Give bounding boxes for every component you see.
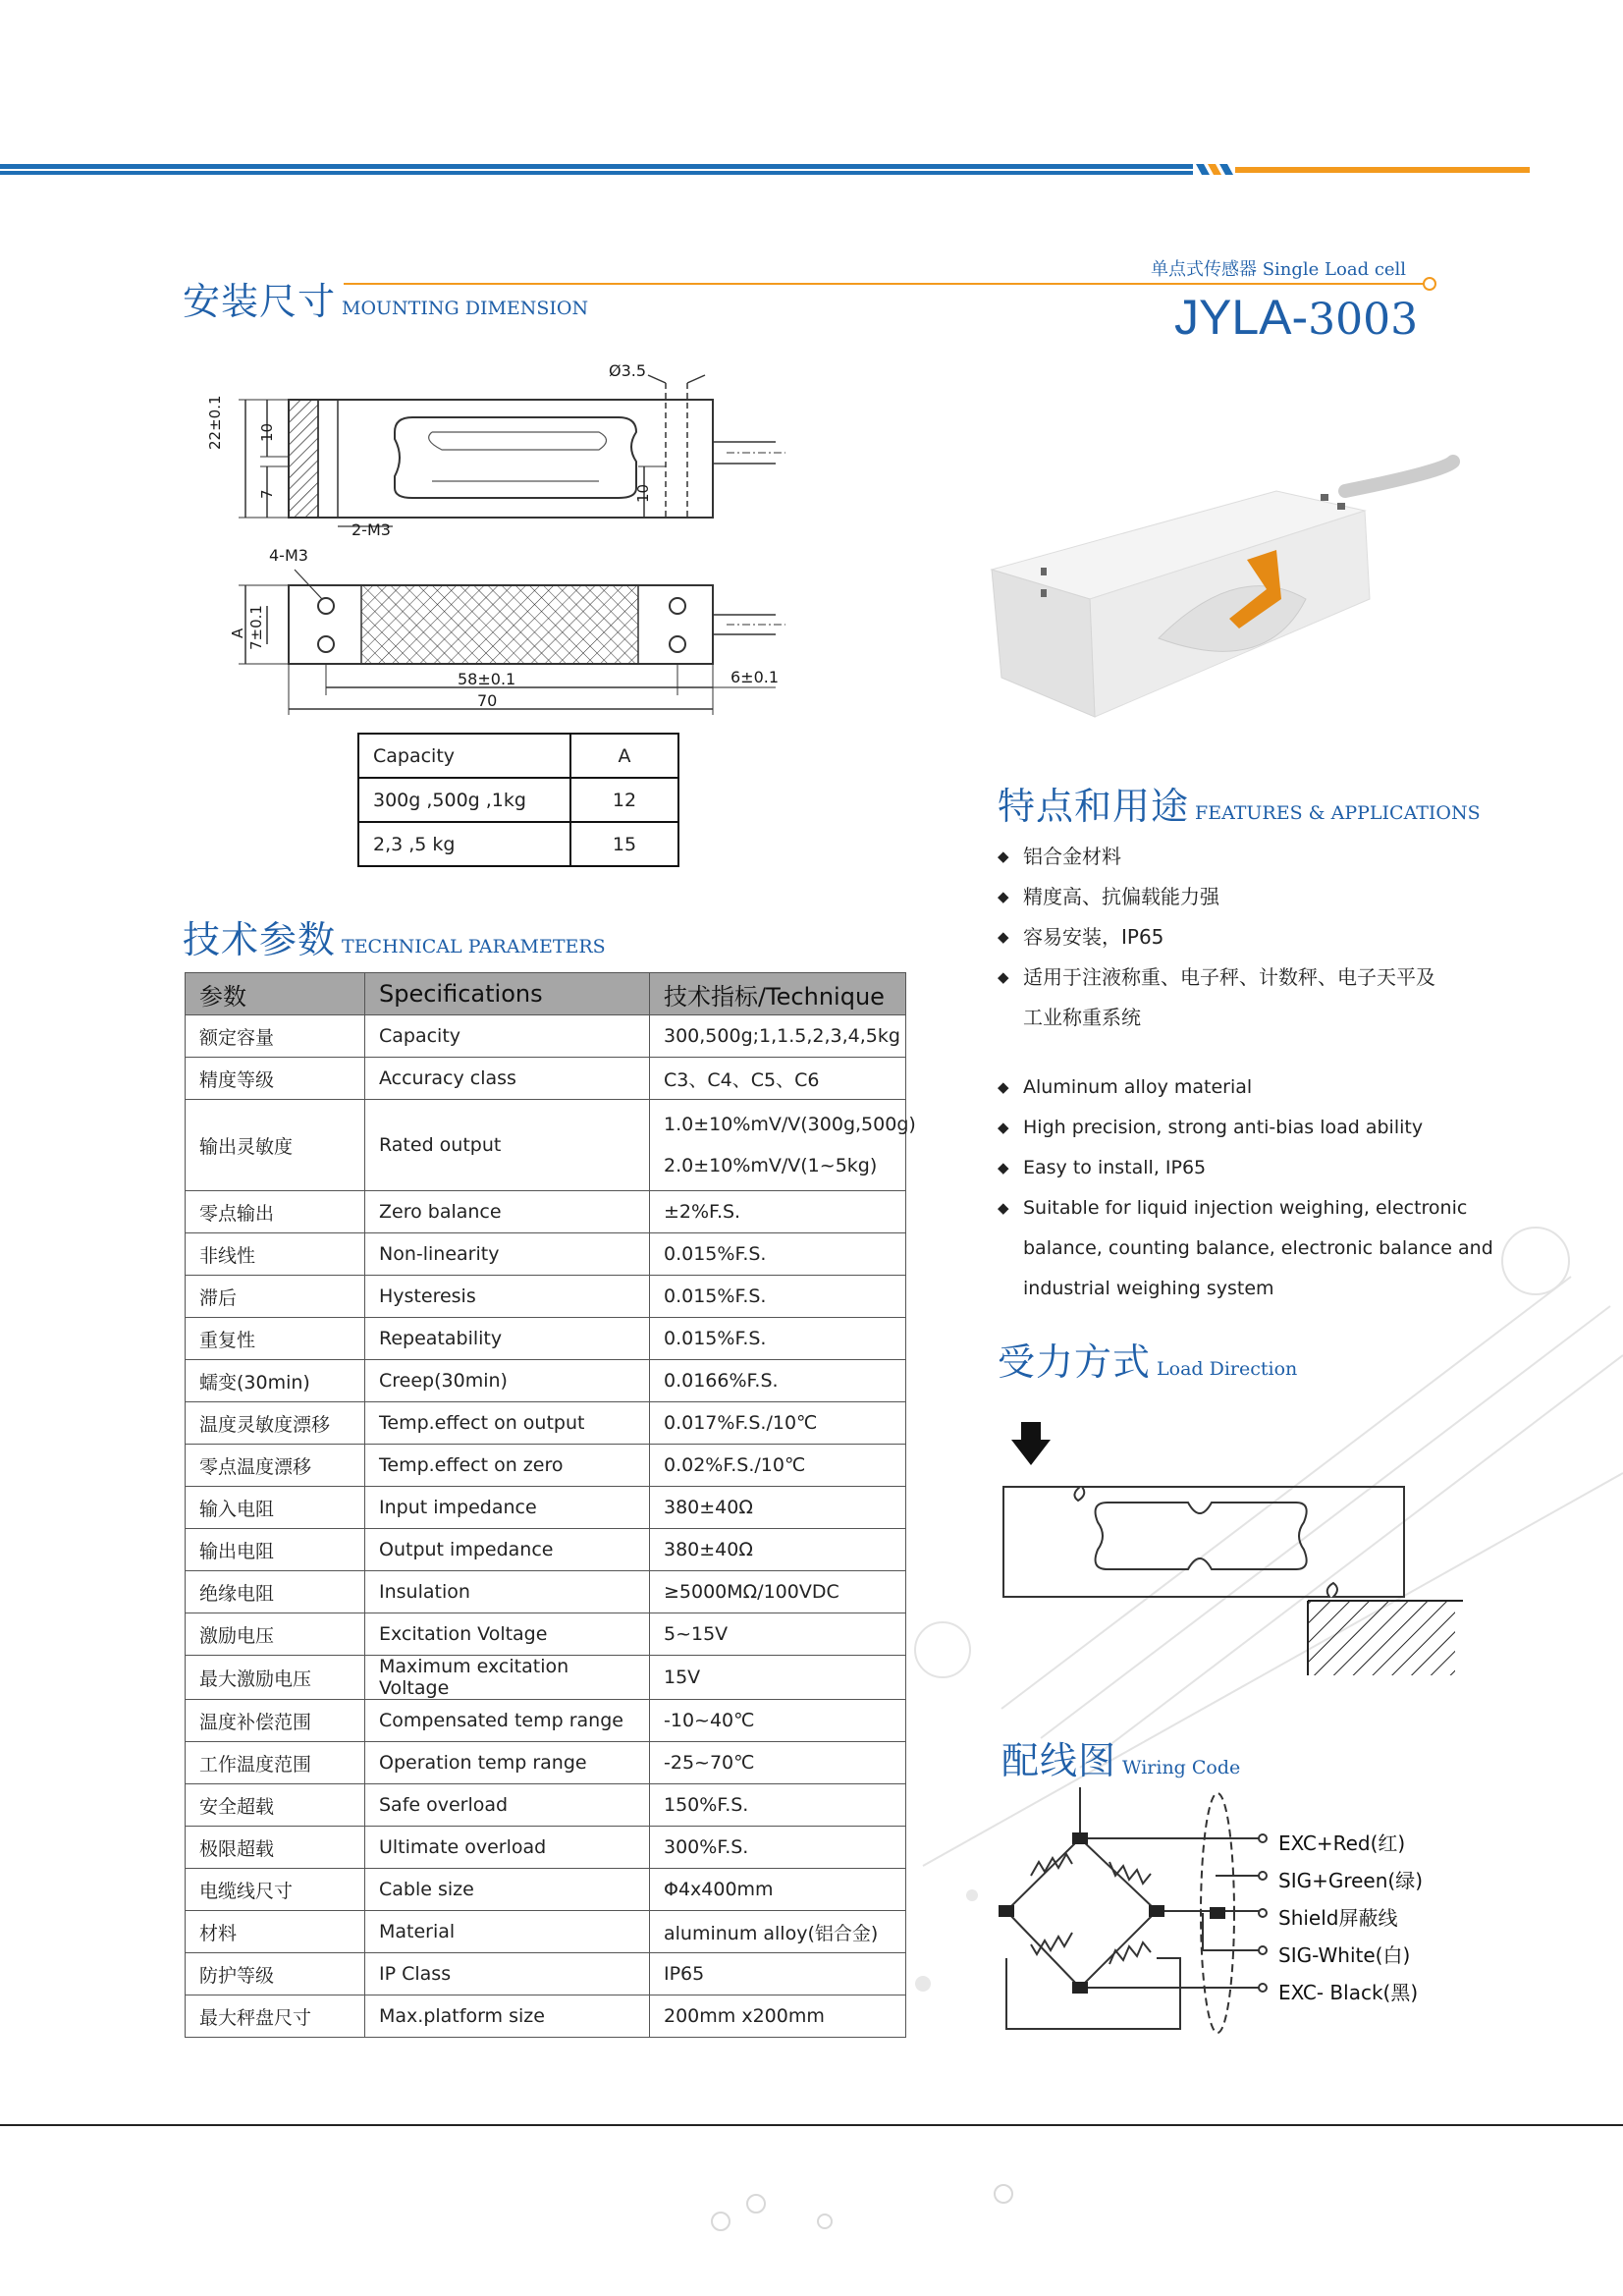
- footer-decoration: [687, 2170, 1041, 2239]
- param-zh-cell: 重复性: [186, 1318, 365, 1360]
- bullet-icon: ◆: [998, 1119, 1009, 1136]
- table-row: [186, 1360, 906, 1402]
- param-zh-cell: 绝缘电阻: [186, 1571, 365, 1613]
- spec-en-cell: Zero balance: [365, 1191, 650, 1233]
- table-row: [186, 1233, 906, 1276]
- value-cell: 300%F.S.: [650, 1827, 906, 1869]
- dim-hole-dia: Ø3.5: [609, 361, 647, 380]
- dim-6: 6±0.1: [730, 668, 780, 686]
- feature-text: 铝合金材料: [1023, 845, 1121, 868]
- wire-label-sig-plus: SIG+Green(绿): [1278, 1869, 1424, 1892]
- bullet-icon: ◆: [998, 968, 1009, 986]
- feature-text: balance, counting balance, electronic balance and: [1023, 1237, 1493, 1259]
- load-title-en: Load Direction: [1157, 1358, 1298, 1380]
- wire-label-exc-minus: EXC- Black(黑): [1278, 1981, 1419, 2004]
- wiring-title: [1001, 1730, 1240, 1784]
- table-row: [186, 1953, 906, 1995]
- param-zh-cell: 精度等级: [186, 1058, 365, 1100]
- mounting-title: [183, 271, 588, 325]
- table-row: [186, 1445, 906, 1487]
- spec-en-cell: Excitation Voltage: [365, 1613, 650, 1656]
- param-zh-cell: 材料: [186, 1911, 365, 1953]
- param-zh-cell: 零点温度漂移: [186, 1445, 365, 1487]
- spec-en-cell: Max.platform size: [365, 1995, 650, 2038]
- dim-7w: 7±0.1: [247, 605, 265, 650]
- spec-header: Specifications: [365, 973, 650, 1015]
- features-title-en: FEATURES & APPLICATIONS: [1195, 802, 1481, 824]
- value-cell: 380±40Ω: [650, 1529, 906, 1571]
- table-row: [186, 1911, 906, 1953]
- dim-2m3: 2-M3: [352, 520, 391, 539]
- technical-table: [185, 972, 916, 2038]
- value-cell: [650, 1100, 916, 1191]
- spec-en-cell: Hysteresis: [365, 1276, 650, 1318]
- dim-70: 70: [477, 691, 498, 710]
- feature-text: 容易安装，IP65: [1023, 925, 1164, 949]
- product-photo: [982, 452, 1473, 727]
- value-cell: 0.015%F.S.: [650, 1276, 906, 1318]
- value-cell: 0.015%F.S.: [650, 1318, 906, 1360]
- value-cell: 300,500g;1,1.5,2,3,4,5kg: [650, 1015, 906, 1058]
- table-row: [186, 1613, 906, 1656]
- spec-en-cell: Creep(30min): [365, 1360, 650, 1402]
- spec-en-cell: Accuracy class: [365, 1058, 650, 1100]
- capacity-header-row: [358, 734, 678, 778]
- table-row: [186, 1529, 906, 1571]
- table-row: [186, 1869, 906, 1911]
- mounting-title-zh: 安装尺寸: [183, 280, 337, 323]
- spec-en-cell: Non-linearity: [365, 1233, 650, 1276]
- feature-text: Aluminum alloy material: [1023, 1076, 1253, 1098]
- param-zh-cell: 输出电阻: [186, 1529, 365, 1571]
- dim-10b: 10: [634, 483, 652, 503]
- spec-en-cell: Material: [365, 1911, 650, 1953]
- table-row: [186, 1318, 906, 1360]
- param-zh-cell: 安全超载: [186, 1784, 365, 1827]
- spec-en-cell: Output impedance: [365, 1529, 650, 1571]
- param-zh-cell: 蠕变(30min): [186, 1360, 365, 1402]
- feature-text: 适用于注液称重、电子秤、计数秤、电子天平及: [1023, 965, 1435, 989]
- bullet-icon: ◆: [998, 928, 1009, 946]
- a-cell: 12: [570, 778, 678, 822]
- table-row: [186, 1742, 906, 1784]
- spec-en-cell: Safe overload: [365, 1784, 650, 1827]
- model-prefix: JYLA-: [1174, 290, 1309, 345]
- value-cell: 380±40Ω: [650, 1487, 906, 1529]
- param-zh-cell: 防护等级: [186, 1953, 365, 1995]
- spec-en-cell: Maximum excitation Voltage: [365, 1656, 650, 1700]
- wire-label-exc-plus: EXC+Red(红): [1278, 1831, 1406, 1855]
- spec-en-cell: Input impedance: [365, 1487, 650, 1529]
- spec-en-cell: Rated output: [365, 1100, 650, 1191]
- features-title: [998, 776, 1481, 830]
- load-title-zh: 受力方式: [998, 1340, 1152, 1384]
- capacity-table: [357, 733, 679, 867]
- param-zh-cell: 最大激励电压: [186, 1656, 365, 1700]
- value-cell: 200mm x200mm: [650, 1995, 906, 2038]
- table-row: [186, 1784, 906, 1827]
- feature-text: Easy to install, IP65: [1023, 1157, 1207, 1178]
- dim-22: 22±0.1: [206, 395, 224, 450]
- model-number: 3003: [1308, 295, 1419, 345]
- wiring-diagram: [992, 1787, 1286, 2043]
- footer-divider: [0, 2124, 1623, 2126]
- dim-4m3: 4-M3: [269, 546, 308, 565]
- spec-en-cell: Compensated temp range: [365, 1700, 650, 1742]
- capacity-header: Capacity: [358, 734, 570, 778]
- capacity-row: [358, 822, 678, 866]
- feature-text: Suitable for liquid injection weighing, electronic: [1023, 1197, 1468, 1219]
- feature-text: industrial weighing system: [1023, 1278, 1274, 1299]
- wire-label-shield: Shield屏蔽线: [1278, 1906, 1398, 1930]
- spec-en-cell: Temp.effect on zero: [365, 1445, 650, 1487]
- value-cell: 0.015%F.S.: [650, 1233, 906, 1276]
- table-row: [186, 1191, 906, 1233]
- a-cell: 15: [570, 822, 678, 866]
- table-row: [186, 1276, 906, 1318]
- value-cell: 5~15V: [650, 1613, 906, 1656]
- param-zh-cell: 输入电阻: [186, 1487, 365, 1529]
- value-cell: 150%F.S.: [650, 1784, 906, 1827]
- value-cell: 0.017%F.S./10℃: [650, 1402, 906, 1445]
- spec-en-cell: Ultimate overload: [365, 1827, 650, 1869]
- mounting-drawing: [226, 354, 815, 717]
- feature-text: 工业称重系统: [1023, 1006, 1141, 1029]
- param-zh-cell: 滞后: [186, 1276, 365, 1318]
- load-direction-diagram: [992, 1414, 1483, 1679]
- value-cell: 0.02%F.S./10℃: [650, 1445, 906, 1487]
- dim-a: A: [229, 628, 246, 638]
- value-cell: 15V: [650, 1656, 906, 1700]
- wiring-title-zh: 配线图: [1001, 1739, 1117, 1782]
- feature-item: [998, 998, 1435, 1038]
- spec-en-cell: Temp.effect on output: [365, 1402, 650, 1445]
- table-row: [186, 1700, 906, 1742]
- table-row: [186, 1058, 906, 1100]
- value-cell: 0.0166%F.S.: [650, 1360, 906, 1402]
- value-cell: C3、C4、C5、C6: [650, 1058, 906, 1100]
- capacity-cell: 2,3 ,5 kg: [358, 822, 570, 866]
- feature-item: [998, 837, 1435, 877]
- param-zh-cell: 零点输出: [186, 1191, 365, 1233]
- param-zh-cell: 激励电压: [186, 1613, 365, 1656]
- header-stripes: [0, 157, 1623, 187]
- table-row: [186, 1995, 906, 2038]
- dim-7: 7: [258, 489, 276, 499]
- feature-text: 精度高、抗偏载能力强: [1023, 885, 1219, 908]
- table-row: [186, 1571, 906, 1613]
- value-cell: ≥5000MΩ/100VDC: [650, 1571, 906, 1613]
- spec-en-cell: Repeatability: [365, 1318, 650, 1360]
- value-line: 2.0±10%mV/V(1~5kg): [664, 1155, 878, 1176]
- capacity-cell: 300g ,500g ,1kg: [358, 778, 570, 822]
- bullet-icon: ◆: [998, 888, 1009, 905]
- param-zh-cell: 电缆线尺寸: [186, 1869, 365, 1911]
- table-row: [186, 1487, 906, 1529]
- feature-item: [998, 917, 1435, 957]
- spec-en-cell: IP Class: [365, 1953, 650, 1995]
- param-zh-cell: 极限超载: [186, 1827, 365, 1869]
- value-line: 1.0±10%mV/V(300g,500g): [664, 1114, 916, 1135]
- feature-text: High precision, strong anti-bias load ability: [1023, 1117, 1424, 1138]
- table-row: [186, 1656, 906, 1700]
- value-cell: aluminum alloy(铝合金): [650, 1911, 906, 1953]
- table-row: [186, 1827, 906, 1869]
- param-zh-cell: 输出灵敏度: [186, 1100, 365, 1191]
- capacity-row: [358, 778, 678, 822]
- table-row: [186, 1100, 906, 1191]
- technical-title-zh: 技术参数: [183, 918, 337, 961]
- bullet-icon: ◆: [998, 1078, 1009, 1096]
- value-cell: -25~70℃: [650, 1742, 906, 1784]
- bullet-icon: ◆: [998, 1159, 1009, 1176]
- feature-item: [998, 877, 1435, 917]
- spec-en-cell: Cable size: [365, 1869, 650, 1911]
- bullet-icon: ◆: [998, 1199, 1009, 1217]
- wiring-title-en: Wiring Code: [1122, 1757, 1241, 1778]
- dim-10a: 10: [258, 422, 276, 442]
- mounting-title-en: MOUNTING DIMENSION: [342, 298, 589, 319]
- features-zh-list: [998, 837, 1435, 1038]
- value-header: 技术指标/Technique: [650, 973, 906, 1015]
- table-row: [186, 1402, 906, 1445]
- value-cell: IP65: [650, 1953, 906, 1995]
- model-title: [1174, 289, 1418, 346]
- load-title: [998, 1332, 1297, 1386]
- spec-en-cell: Capacity: [365, 1015, 650, 1058]
- value-cell: -10~40℃: [650, 1700, 906, 1742]
- feature-item: [998, 1108, 1493, 1148]
- down-arrow-icon: [1011, 1422, 1051, 1465]
- technical-title: [183, 909, 606, 963]
- spec-en-cell: Insulation: [365, 1571, 650, 1613]
- param-zh-cell: 非线性: [186, 1233, 365, 1276]
- param-zh-cell: 工作温度范围: [186, 1742, 365, 1784]
- a-header: A: [570, 734, 678, 778]
- wire-label-sig-minus: SIG-White(白): [1278, 1943, 1411, 1967]
- feature-item: [998, 957, 1435, 998]
- dim-58: 58±0.1: [458, 670, 516, 688]
- table-row: [186, 1015, 906, 1058]
- spec-en-cell: Operation temp range: [365, 1742, 650, 1784]
- param-zh-cell: 额定容量: [186, 1015, 365, 1058]
- feature-item: [998, 1067, 1493, 1108]
- technical-header-row: [186, 973, 906, 1015]
- value-cell: ±2%F.S.: [650, 1191, 906, 1233]
- features-title-zh: 特点和用途: [998, 785, 1190, 828]
- param-zh-cell: 温度灵敏度漂移: [186, 1402, 365, 1445]
- bullet-icon: ◆: [998, 847, 1009, 865]
- param-zh-cell: 最大秤盘尺寸: [186, 1995, 365, 2038]
- param-header: 参数: [186, 973, 365, 1015]
- technical-title-en: TECHNICAL PARAMETERS: [342, 936, 606, 957]
- param-zh-cell: 温度补偿范围: [186, 1700, 365, 1742]
- product-type: 单点式传感器 Single Load cell: [1151, 259, 1407, 280]
- value-cell: Φ4x400mm: [650, 1869, 906, 1911]
